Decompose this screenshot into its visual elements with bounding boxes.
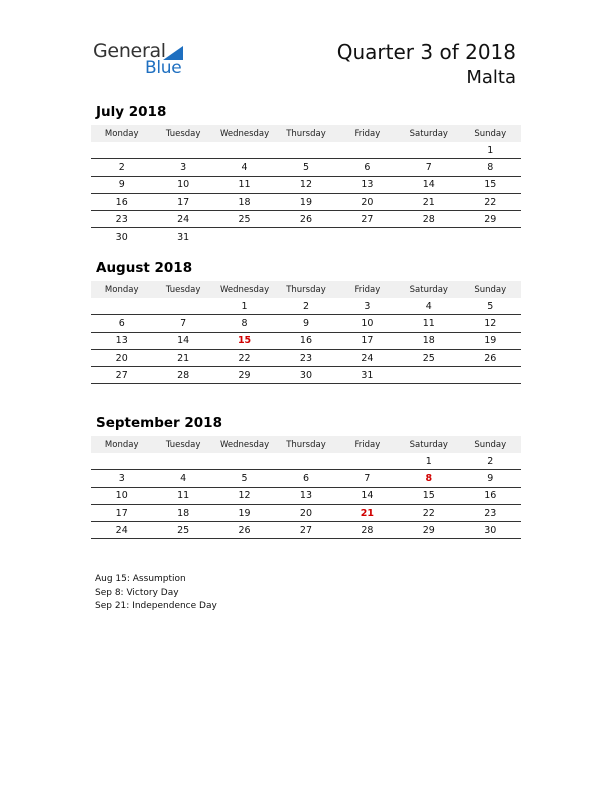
weekday-label: Monday xyxy=(104,284,139,295)
month-title: August 2018 xyxy=(96,260,193,276)
day-cell: 18 xyxy=(422,335,435,347)
weekday-label: Saturday xyxy=(409,128,448,139)
weekday-label: Tuesday xyxy=(165,284,201,295)
day-cell: 21 xyxy=(422,196,435,208)
weekday-label: Friday xyxy=(354,128,381,139)
day-cell: 6 xyxy=(118,317,125,329)
day-cell: 18 xyxy=(177,507,190,519)
day-cell: 3 xyxy=(364,300,371,312)
day-cell: 15 xyxy=(484,179,497,191)
day-cell: 25 xyxy=(422,352,435,364)
weekday-label: Monday xyxy=(104,439,139,450)
day-cell: 23 xyxy=(484,507,497,519)
weekday-label: Tuesday xyxy=(165,439,201,450)
day-cell: 30 xyxy=(299,369,313,381)
weekday-label: Friday xyxy=(354,439,381,450)
month-calendar xyxy=(91,259,521,384)
day-cell: 23 xyxy=(115,213,128,225)
day-cell: 31 xyxy=(177,231,190,243)
weekday-label: Thursday xyxy=(286,284,326,295)
weekday-label: Sunday xyxy=(474,128,507,139)
day-cell: 27 xyxy=(361,213,374,225)
day-cell: 13 xyxy=(299,490,313,502)
week-row xyxy=(91,298,521,315)
day-cell: 4 xyxy=(180,472,187,484)
day-cell: 9 xyxy=(302,317,309,329)
day-cell: 7 xyxy=(425,161,432,173)
weekday-label: Tuesday xyxy=(165,128,201,139)
week-row xyxy=(91,142,521,159)
day-cell: 29 xyxy=(484,213,497,225)
day-cell: 13 xyxy=(361,179,374,191)
month-calendar xyxy=(91,103,521,246)
weekday-label: Wednesday xyxy=(219,128,270,139)
day-cell: 5 xyxy=(241,472,248,484)
day-cell: 10 xyxy=(361,317,374,329)
weekday-header xyxy=(91,436,521,453)
day-cell: 14 xyxy=(422,179,435,191)
holiday-day-cell: 21 xyxy=(360,507,375,519)
day-cell: 12 xyxy=(484,317,497,329)
week-row xyxy=(91,367,521,384)
day-cell: 3 xyxy=(180,161,187,173)
brand-name-blue: Blue xyxy=(145,58,182,78)
day-cell: 22 xyxy=(484,196,497,208)
brand-logo xyxy=(93,40,193,80)
weekday-label: Thursday xyxy=(286,128,326,139)
holiday-day-cell: 15 xyxy=(237,335,252,347)
day-cell: 14 xyxy=(177,335,190,347)
day-cell: 1 xyxy=(241,300,248,312)
day-cell: 19 xyxy=(238,507,251,519)
week-row xyxy=(91,350,521,367)
day-cell: 20 xyxy=(115,352,128,364)
weekday-label: Saturday xyxy=(409,439,448,450)
week-row xyxy=(91,159,521,176)
day-cell: 5 xyxy=(487,300,494,312)
day-cell: 31 xyxy=(361,369,374,381)
week-row xyxy=(91,228,521,245)
day-cell: 26 xyxy=(299,213,313,225)
day-cell: 11 xyxy=(177,490,190,502)
day-cell: 17 xyxy=(361,335,374,347)
week-row xyxy=(91,194,521,211)
day-cell: 28 xyxy=(177,369,190,381)
day-cell: 3 xyxy=(118,472,125,484)
day-cell: 22 xyxy=(238,352,251,364)
day-cell: 14 xyxy=(361,490,374,502)
day-cell: 9 xyxy=(487,472,494,484)
week-row xyxy=(91,470,521,487)
weekday-label: Friday xyxy=(354,284,381,295)
day-cell: 4 xyxy=(425,300,432,312)
day-cell: 19 xyxy=(299,196,313,208)
day-cell: 19 xyxy=(484,335,497,347)
week-row xyxy=(91,522,521,539)
day-cell: 25 xyxy=(238,213,251,225)
weekday-label: Wednesday xyxy=(219,284,270,295)
day-cell: 15 xyxy=(422,490,435,502)
day-cell: 28 xyxy=(361,524,374,536)
day-cell: 18 xyxy=(238,196,251,208)
day-cell: 21 xyxy=(177,352,190,364)
day-cell: 27 xyxy=(299,524,313,536)
day-cell: 7 xyxy=(364,472,371,484)
day-cell: 8 xyxy=(487,161,494,173)
week-row xyxy=(91,488,521,505)
day-cell: 17 xyxy=(115,507,128,519)
week-row xyxy=(91,505,521,522)
day-cell: 16 xyxy=(484,490,497,502)
day-cell: 30 xyxy=(115,231,128,243)
day-cell: 7 xyxy=(180,317,187,329)
day-cell: 23 xyxy=(299,352,313,364)
day-cell: 20 xyxy=(361,196,374,208)
day-cell: 2 xyxy=(118,161,125,173)
day-cell: 27 xyxy=(115,369,128,381)
day-cell: 16 xyxy=(299,335,313,347)
day-cell: 1 xyxy=(487,144,494,156)
weekday-label: Sunday xyxy=(474,284,507,295)
day-cell: 29 xyxy=(422,524,435,536)
brand-name-general: General xyxy=(93,40,166,62)
day-cell: 6 xyxy=(364,161,371,173)
weekday-label: Wednesday xyxy=(219,439,270,450)
week-row xyxy=(91,315,521,332)
week-row xyxy=(91,177,521,194)
page-title: Quarter 3 of 2018 xyxy=(336,40,516,64)
day-cell: 2 xyxy=(487,455,494,467)
day-cell: 11 xyxy=(422,317,435,329)
weekday-label: Monday xyxy=(104,128,139,139)
day-cell: 24 xyxy=(177,213,190,225)
month-title: July 2018 xyxy=(96,104,167,120)
day-cell: 9 xyxy=(118,179,125,191)
day-cell: 12 xyxy=(238,490,251,502)
country-name: Malta xyxy=(466,67,516,88)
day-cell: 25 xyxy=(177,524,190,536)
week-row xyxy=(91,453,521,470)
weekday-header xyxy=(91,281,521,298)
day-cell: 26 xyxy=(238,524,251,536)
day-cell: 6 xyxy=(302,472,309,484)
weekday-header xyxy=(91,125,521,142)
day-cell: 26 xyxy=(484,352,497,364)
day-cell: 29 xyxy=(238,369,251,381)
day-cell: 5 xyxy=(302,161,309,173)
day-cell: 28 xyxy=(422,213,435,225)
day-cell: 2 xyxy=(302,300,309,312)
day-cell: 20 xyxy=(299,507,313,519)
day-cell: 11 xyxy=(238,179,251,191)
weekday-label: Sunday xyxy=(474,439,507,450)
day-cell: 13 xyxy=(115,335,128,347)
holiday-notes xyxy=(95,573,217,614)
day-cell: 30 xyxy=(484,524,497,536)
day-cell: 4 xyxy=(241,161,248,173)
day-cell: 1 xyxy=(425,455,432,467)
day-cell: 12 xyxy=(299,179,313,191)
day-cell: 16 xyxy=(115,196,128,208)
month-title: September 2018 xyxy=(96,415,222,431)
holiday-note: Aug 15: Assumption xyxy=(95,574,186,584)
month-calendar xyxy=(91,414,521,539)
week-row xyxy=(91,333,521,350)
holiday-day-cell: 8 xyxy=(425,472,433,484)
day-cell: 10 xyxy=(115,490,128,502)
day-cell: 8 xyxy=(241,317,248,329)
day-cell: 24 xyxy=(115,524,128,536)
day-cell: 24 xyxy=(361,352,374,364)
week-row xyxy=(91,211,521,228)
day-cell: 17 xyxy=(177,196,190,208)
day-cell: 10 xyxy=(177,179,190,191)
day-cell: 22 xyxy=(422,507,435,519)
weekday-label: Thursday xyxy=(286,439,326,450)
holiday-note: Sep 8: Victory Day xyxy=(95,587,179,598)
holiday-note: Sep 21: Independence Day xyxy=(95,601,217,611)
weekday-label: Saturday xyxy=(409,284,448,295)
